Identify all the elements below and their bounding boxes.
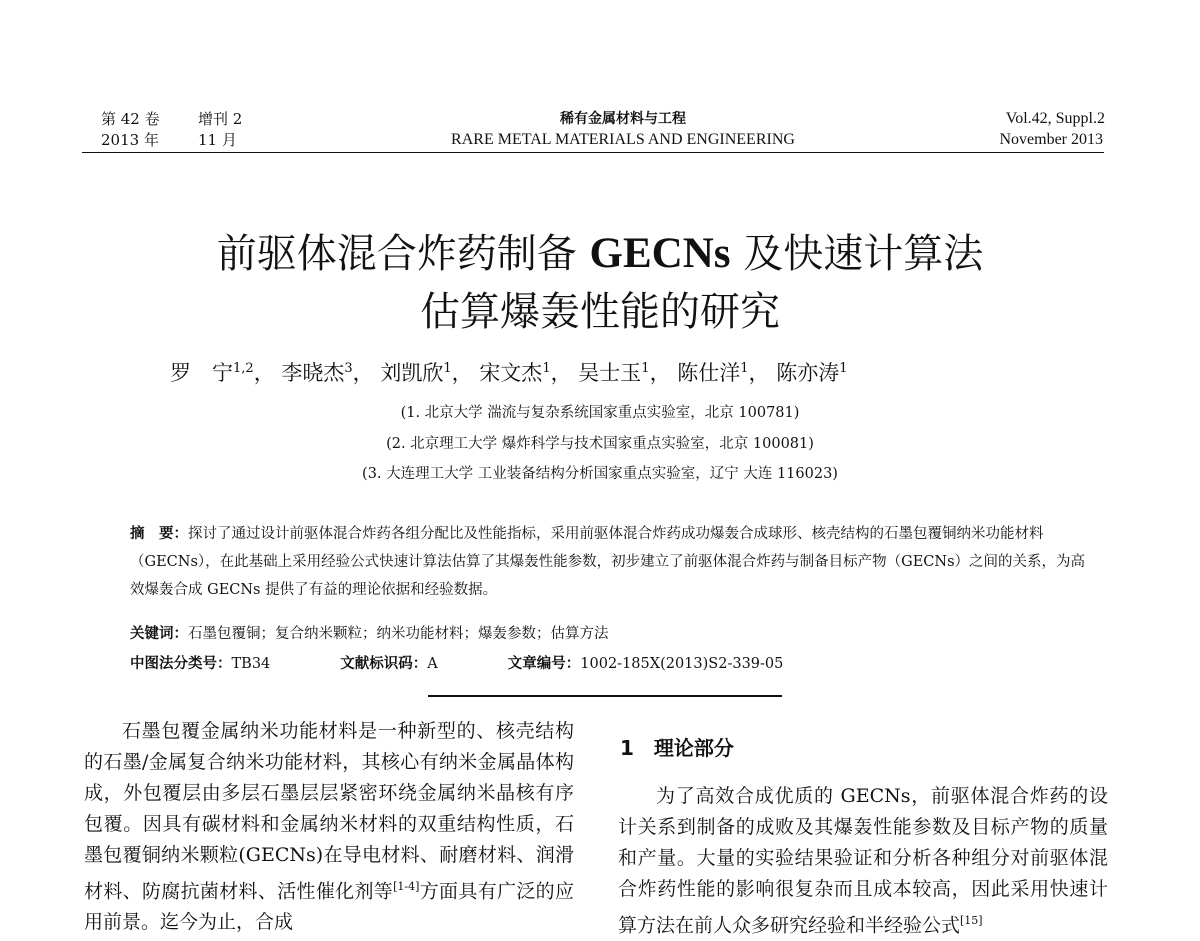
journal-title-en: RARE METAL MATERIALS AND ENGINEERING — [451, 131, 795, 148]
doc-code-label: 文献标识码： — [340, 656, 428, 672]
right-column-text: 为了高效合成优质的 GECNs，前驱体混合炸药的设计关系到制备的成败及其爆轰性能参数及目标产物的质量和产量。大量的实验结果验证和分析各种组分对前驱体混合炸药性能的影响很复杂而且成本较高，因此采用快速计算方法在前人众多研究经验和半经验公式 — [618, 785, 1108, 937]
title-part-a: 前驱体混合炸药制备 — [216, 231, 590, 277]
author-affiliation-mark: 1,2 — [233, 361, 254, 376]
author: 罗 宁 — [170, 361, 233, 385]
left-column-text: 石墨包覆金属纳米功能材料是一种新型的、核壳结构的石墨/金属复合纳米功能材料，其核心有纳米金属晶体构成，外包覆层由多层石墨层层紧密环绕金属纳米晶核有序包覆。因具有碳材料和金属纳米材料的双重结构性质，石墨包覆铜纳米颗粒(GECNs)在导电材料、耐磨材料、润滑材料、防腐抗菌材料、活性催化剂等 — [84, 720, 574, 903]
citation-ref: [1-4] — [393, 880, 420, 893]
keywords-label: 关键词： — [130, 626, 188, 642]
header-rule — [82, 152, 1104, 153]
abstract-label: 摘 要： — [130, 526, 188, 542]
keywords-text: 石墨包覆铜；复合纳米颗粒；纳米功能材料；爆轰参数；估算方法 — [188, 626, 609, 642]
abstract — [130, 520, 1090, 604]
abstract-text: 探讨了通过设计前驱体混合炸药各组分配比及性能指标，采用前驱体混合炸药成功爆轰合成球形、核壳结构的石墨包覆铜纳米功能材料（GECNs），在此基础上采用经验公式快速计算法估算了其爆轰性能参数，初步建立了前驱体混合炸药与制备目标产物（GECNs）之间的关系，为高效爆轰合成 GECNs 提供了有益的理论依据和经验数据。 — [130, 526, 1086, 598]
left-column-text-cont: 方面具有广泛的应用前景。迄今为止，合成 — [84, 880, 574, 934]
year-cn: 2013 年 — [101, 131, 159, 149]
affiliation-1: (1. 北京大学 湍流与复杂系统国家重点实验室，北京 100781) — [400, 405, 800, 421]
author: 刘凯欣 — [380, 361, 444, 385]
paper-title-line-2: 估算爆轰性能的研究 — [420, 289, 780, 335]
clc-value: TB34 — [231, 656, 271, 672]
supplement-cn: 增刊 2 — [198, 110, 243, 128]
citation-ref: [15] — [960, 914, 983, 927]
month-cn: 11 月 — [198, 131, 237, 149]
author: 宋文杰 — [479, 361, 543, 385]
doc-code-value: A — [427, 656, 438, 672]
volume-cn: 第 42 卷 — [101, 110, 160, 128]
journal-title-cn: 稀有金属材料与工程 — [560, 111, 686, 127]
author-affiliation-mark: 1 — [839, 361, 848, 376]
title-part-c: 及快速计算法 — [730, 231, 984, 277]
left-column-paragraph — [84, 716, 574, 938]
classification-line — [130, 650, 1090, 678]
abstract-divider — [428, 695, 782, 697]
affiliation-2: (2. 北京理工大学 爆炸科学与技术国家重点实验室，北京 100081) — [386, 436, 814, 452]
author: 李晓杰 — [281, 361, 345, 385]
date-en: November 2013 — [999, 131, 1103, 148]
keywords — [130, 620, 1090, 648]
paper-title-line-1 — [0, 222, 1200, 279]
author: 陈仕洋 — [677, 361, 741, 385]
title-part-acronym: GECNs — [589, 230, 731, 277]
right-column-paragraph — [618, 781, 1108, 941]
author: 吴士玉 — [578, 361, 642, 385]
author-list: 罗 宁$^{1,2}$， 李晓杰$^3$， 刘凯欣$^1$， 宋文杰$^1$， 吴士玉$^1$， 陈仕洋$^1$， 陈亦涛$^1$ — [170, 361, 848, 385]
author-affiliation-mark: 1 — [443, 361, 452, 376]
volume-en: Vol.42, Suppl.2 — [1005, 110, 1105, 127]
author: 陈亦涛 — [776, 361, 840, 385]
clc-label: 中图法分类号： — [130, 656, 232, 672]
author-affiliation-mark: 1 — [641, 361, 650, 376]
article-number-label: 文章编号： — [507, 656, 581, 672]
affiliation-3: (3. 大连理工大学 工业装备结构分析国家重点实验室，辽宁 大连 116023) — [362, 466, 838, 482]
author-affiliation-mark: 1 — [740, 361, 749, 376]
section-heading: 1 理论部分 — [620, 736, 734, 760]
author-affiliation-mark: 1 — [542, 361, 551, 376]
author-affiliation-mark: 3 — [344, 361, 353, 376]
article-number-value: 1002-185X(2013)S2-339-05 — [580, 656, 784, 672]
